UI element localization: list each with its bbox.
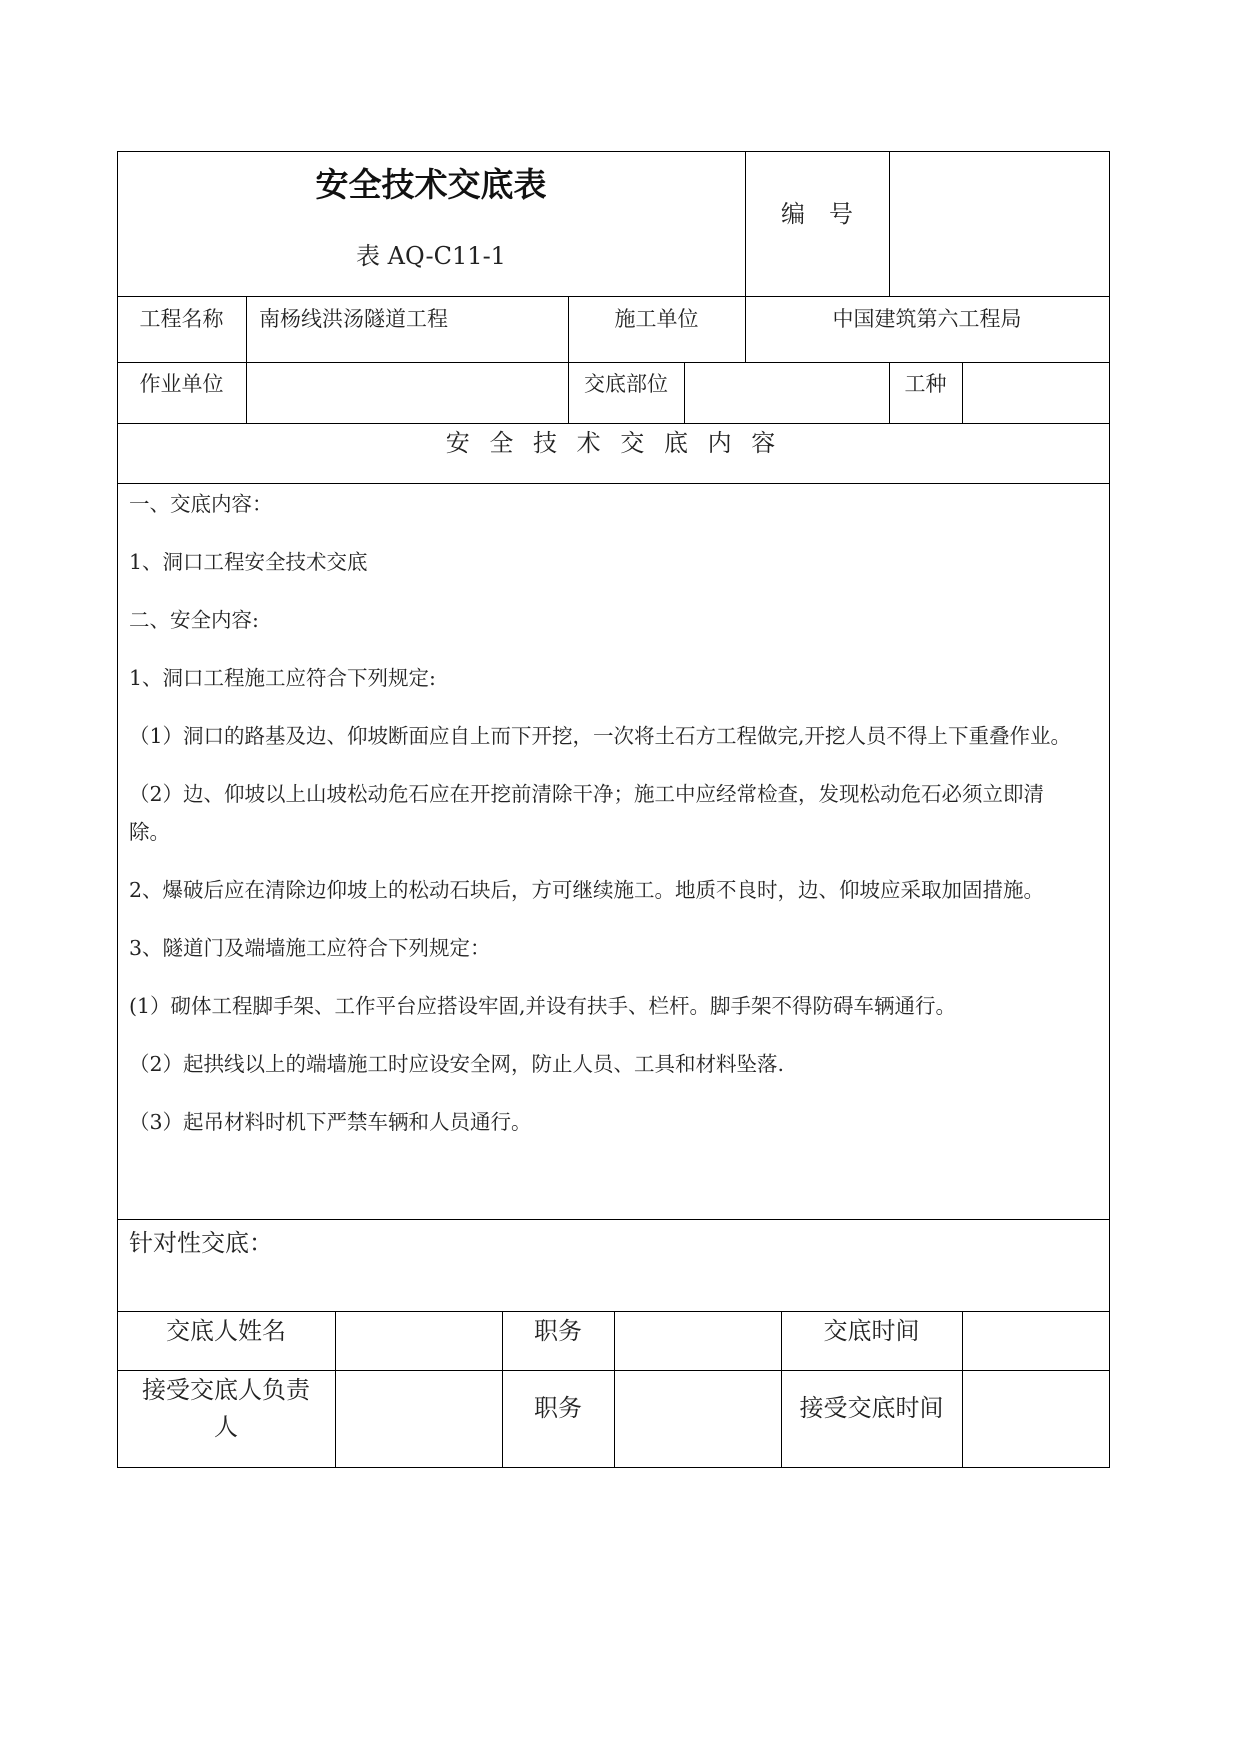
project-name-value[interactable]: 南杨线洪汤隧道工程 bbox=[259, 307, 448, 331]
handover-time-label: 交底时间 bbox=[823, 1317, 920, 1345]
construction-unit-value[interactable]: 中国建筑第六工程局 bbox=[832, 307, 1022, 331]
project-name-label: 工程名称 bbox=[139, 307, 224, 331]
rule-info-v3 bbox=[684, 362, 685, 424]
rule-section-header-bottom bbox=[117, 483, 1110, 484]
content-line: （1）洞口的路基及边、仰坡断面应自上而下开挖，一次将土石方工程做完,开挖人员不得上下重叠作业。 bbox=[129, 724, 1072, 748]
content-line: 二、安全内容: bbox=[129, 608, 259, 632]
form-code: 表 AQ-C11-1 bbox=[356, 242, 506, 270]
rule-header-v1 bbox=[745, 151, 746, 363]
targeted-handover-label: 针对性交底： bbox=[129, 1229, 273, 1257]
rule-content-bottom bbox=[117, 1219, 1110, 1220]
rule-right bbox=[1109, 151, 1110, 1468]
content-line: 2、爆破后应在清除边仰坡上的松动石块后，方可继续施工。地质不良时，边、仰坡应采取加固措施。 bbox=[129, 878, 1045, 902]
content-line: （3）起吊材料时机下严禁车辆和人员通行。 bbox=[129, 1110, 532, 1134]
discloser-name-label: 交底人姓名 bbox=[166, 1317, 286, 1345]
rule-signoff-v5 bbox=[962, 1311, 963, 1468]
rule-info-v5 bbox=[962, 362, 963, 424]
rule-header-v2 bbox=[889, 151, 890, 297]
content-line: 3、隧道门及端墙施工应符合下列规定： bbox=[129, 936, 491, 960]
rule-signoff-v3 bbox=[614, 1311, 615, 1468]
content-line: 1、洞口工程施工应符合下列规定: bbox=[129, 666, 436, 690]
content-line: (1）砌体工程脚手架、工作平台应搭设牢固,并设有扶手、栏杆。脚手架不得防碍车辆通行。 bbox=[129, 994, 957, 1018]
position-label: 职务 bbox=[534, 1317, 582, 1345]
handover-location-label: 交底部位 bbox=[584, 372, 668, 396]
content-line: （2）起拱线以上的端墙施工时应设安全网，防止人员、工具和材料坠落. bbox=[129, 1052, 785, 1076]
receive-time-label: 接受交底时间 bbox=[799, 1394, 944, 1422]
content-line: 除。 bbox=[129, 820, 170, 844]
rule-info-v1 bbox=[246, 296, 247, 424]
rule-signoff-v1 bbox=[335, 1311, 336, 1468]
receiver-label-line2: 人 bbox=[214, 1413, 238, 1441]
rule-top bbox=[117, 151, 1110, 152]
rule-left bbox=[117, 151, 118, 1468]
rule-header-bottom bbox=[117, 296, 1110, 297]
receiver-position-label: 职务 bbox=[534, 1394, 582, 1422]
construction-unit-label: 施工单位 bbox=[614, 307, 699, 331]
section-header: 安 全 技 术 交 底 内 容 bbox=[445, 429, 782, 457]
serial-label: 编 号 bbox=[781, 200, 853, 228]
trade-label: 工种 bbox=[904, 372, 947, 396]
receiver-label-line1: 接受交底人负责 bbox=[142, 1376, 310, 1404]
content-line: 一、交底内容： bbox=[129, 492, 273, 516]
form-title: 安全技术交底表 bbox=[315, 165, 547, 204]
content-line: （2）边、仰坡以上山坡松动危石应在开挖前清除干净；施工中应经常检查，发现松动危石必须立即清 bbox=[129, 782, 1045, 806]
work-unit-label: 作业单位 bbox=[139, 372, 224, 396]
content-line: 1、洞口工程安全技术交底 bbox=[129, 550, 368, 574]
